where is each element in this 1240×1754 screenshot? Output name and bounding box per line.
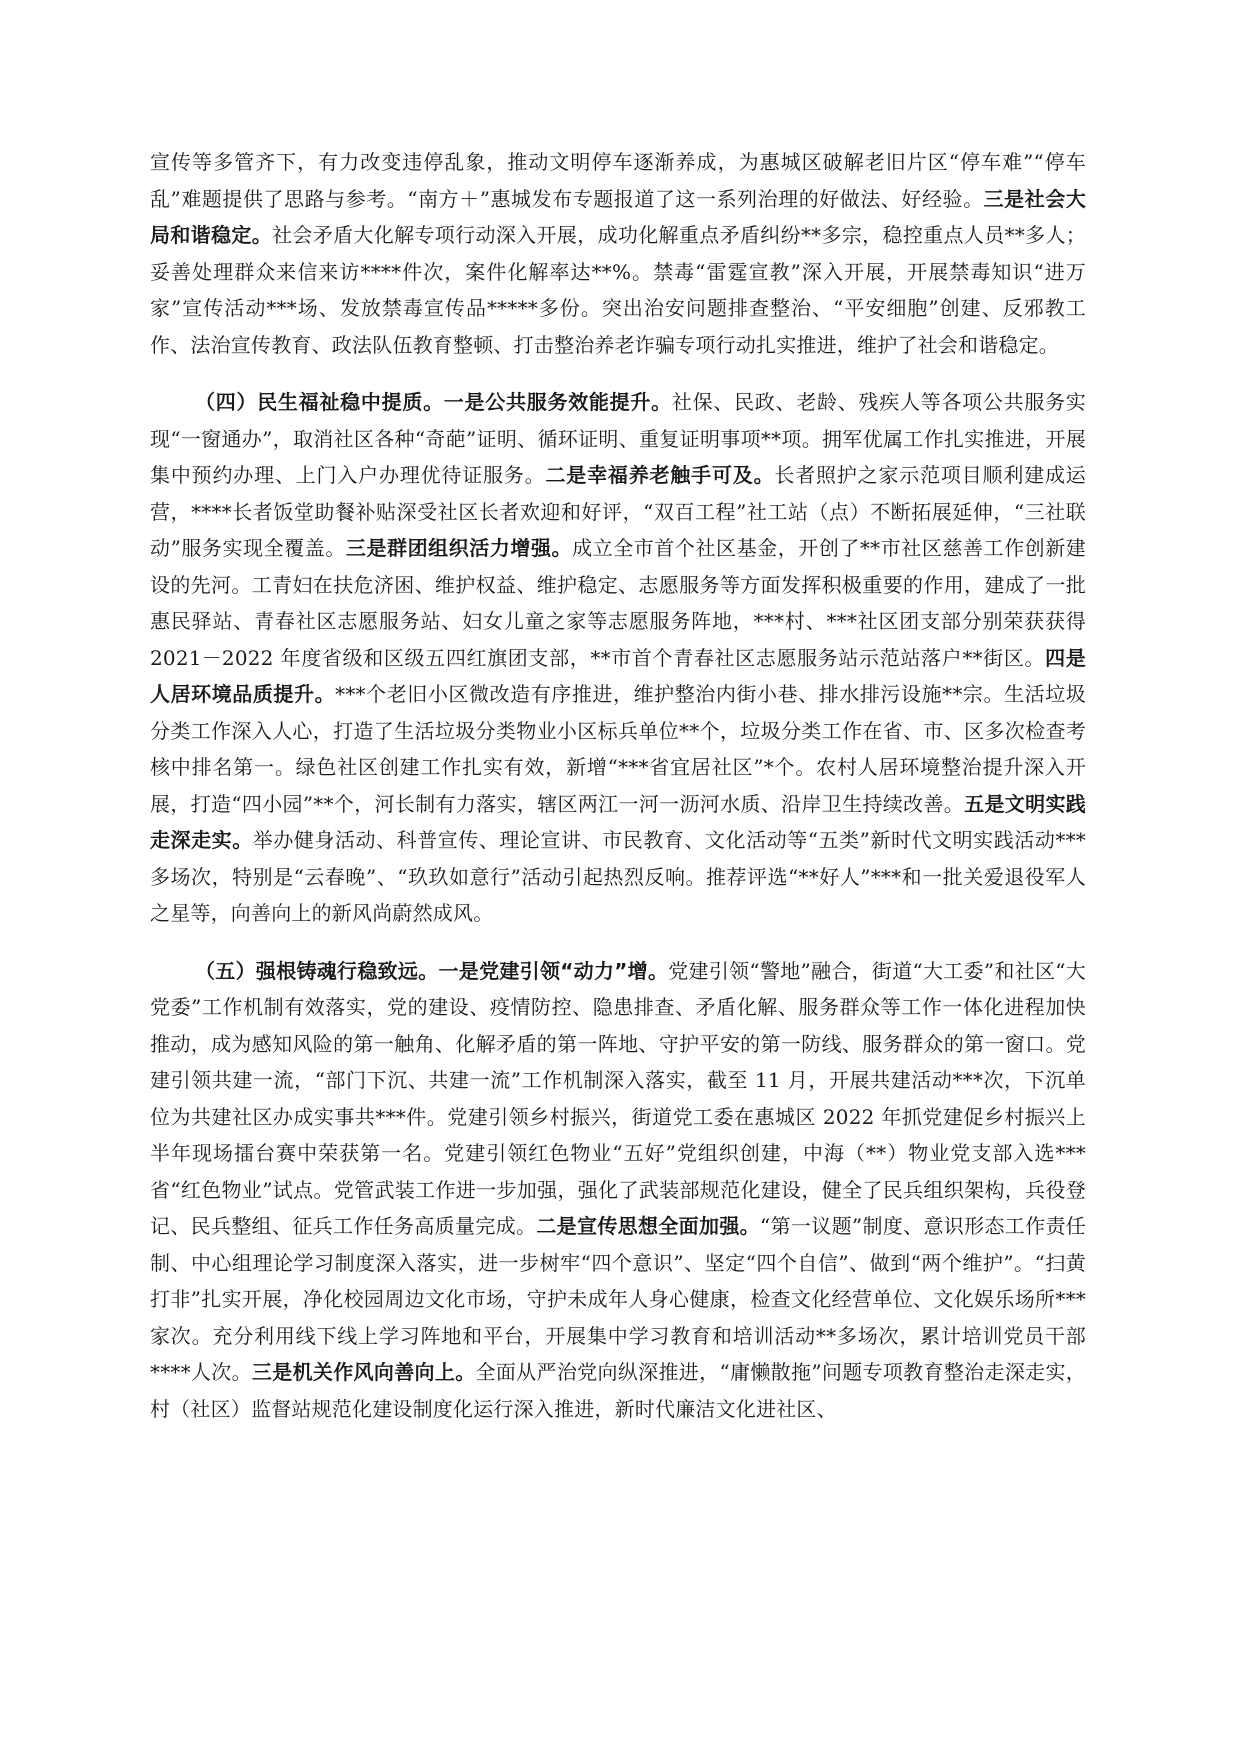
text-run: 举办健身活动、科普宣传、理论宣讲、市民教育、文化活动等“五类”新时代文明实践活动***多场次，特别是“云春晚”、“玖玖如意行”活动引起热烈反响。推荐评选“**好人”***和一批关爱退役军人之星等，向善向上的新风尚蔚然成风。 [150,828,1086,925]
section-heading: （四）民生福祉稳中提质。一是公共服务效能提升。 [195,390,672,414]
bold-heading: 五是文明实践走深走实。 [150,791,1087,852]
text-run: 社会矛盾大化解专项行动深入开展，成功化解重点矛盾纠纷**多宗，稳控重点人员**多人；妥善处理群众来信来访****件次，案件化解率达**%。禁毒“雷霆宣教”深入开展，开展禁毒知识“进万家”宣传活动***场、发放禁毒宣传品*****多份。突出治安问题排查整治、“平安细胞”创建、反邪教工作、法治宣传教育、政法队伍教育整顿、打击整治养老诈骗专项行动扎实推进，维护了社会和谐稳定。 [150,223,1087,357]
document-body [150,144,1086,1448]
text-run: 成立全市首个社区基金，开创了**市社区慈善工作创新建设的先河。工青妇在扶危济困、维护权益、维护稳定、志愿服务等方面发挥积极重要的作用，建成了一批惠民驿站、青春社区志愿服务站、妇女儿童之家等志愿服务阵地，***村、***社区团支部分别荣获获得 2021－2022 年度省级和区级五四红旗团支部，**市首个青春社区志愿服务站示范站落户**街区。 [150,536,1087,670]
bold-heading: 三是社会大局和谐稳定。 [150,186,1087,247]
paragraph-social-stability [150,144,1086,363]
paragraph-section-4 [150,384,1086,932]
text-run: 社保、民政、老龄、残疾人等各项公共服务实现“一窗通办”，取消社区各种“奇葩”证明、循环证明、重复证明事项**项。拥军优属工作扎实推进，开展集中预约办理、上门入户办理优待证服务。 [150,390,1087,487]
bold-heading: 二是宣传思想全面加强。 [536,1214,761,1238]
text-run: ***个老旧小区微改造有序推进，维护整治内街小巷、排水排污设施**宗。生活垃圾分类工作深入人心，打造了生活垃圾分类物业小区标兵单位**个，垃圾分类工作在省、市、区多次检查考核中排名第一。绿色社区创建工作扎实有效，新增“***省宜居社区”*个。农村人居环境整治提升深入开展，打造“四小园”**个，河长制有力落实，辖区两江一河一沥河水质、沿岸卫生持续改善。 [150,682,1086,816]
section-heading: （五）强根铸魂行稳致远。一是党建引领“动力”增。 [195,958,669,983]
bold-heading: 三是群团组织活力增强。 [345,536,573,560]
text-run: 宣传等多管齐下，有力改变违停乱象，推动文明停车逐渐养成，为惠城区破解老旧片区“停车难”“停车乱”难题提供了思路与参考。“南方＋”惠城发布专题报道了这一系列治理的好做法、好经验。 [150,150,1086,211]
text-run: “第一议题”制度、意识形态工作责任制、中心组理论学习制度深入落实，进一步树牢“四个意识”、坚定“四个自信”、做到“两个维护”。“扫黄打非”扎实开展，净化校园周边文化市场，守护未成年人身心健康，检查文化经营单位、文化娱乐场所***家次。充分利用线下线上学习阵地和平台，开展集中学习教育和培训活动**多场次，累计培训党员干部****人次。 [150,1214,1086,1384]
paragraph-section-5 [150,953,1086,1428]
bold-heading: 二是幸福养老触手可及。 [545,463,775,487]
text-run: 长者照护之家示范项目顺利建成运营，****长者饭堂助餐补贴深受社区长者欢迎和好评，“双百工程”社工站（点）不断拓展延伸，“三社联动”服务实现全覆盖。 [150,463,1086,560]
bold-heading: 三是机关作风向善向上。 [251,1360,476,1384]
text-run: 党建引领“警地”融合，街道“大工委”和社区“大党委”工作机制有效落实，党的建设、疫情防控、隐患排查、矛盾化解、服务群众等工作一体化进程加快推动，成为感知风险的第一触角、化解矛盾的第一阵地、守护平安的第一防线、服务群众的第一窗口。党建引领共建一流，“部门下沉、共建一流”工作机制深入落实，截至 11 月，开展共建活动***次，下沉单位为共建社区办成实事共***件。党建引领乡村振兴，街道党工委在惠城区 2022 年抓党建促乡村振兴上半年现场擂台赛中荣获第一名。党建引领红色物业“五好”党组织创建，中海（**）物业党支部入选***省“红色物业”试点。党管武装工作进一步加强，强化了武装部规范化建设，健全了民兵组织架构，兵役登记、民兵整组、征兵工作任务高质量完成。 [150,958,1086,1238]
bold-heading: 四是人居环境品质提升。 [150,645,1086,706]
text-run: 全面从严治党向纵深推进，“庸懒散拖”问题专项教育整治走深走实，村（社区）监督站规范化建设制度化运行深入推进，新时代廉洁文化进社区、 [150,1360,1087,1421]
